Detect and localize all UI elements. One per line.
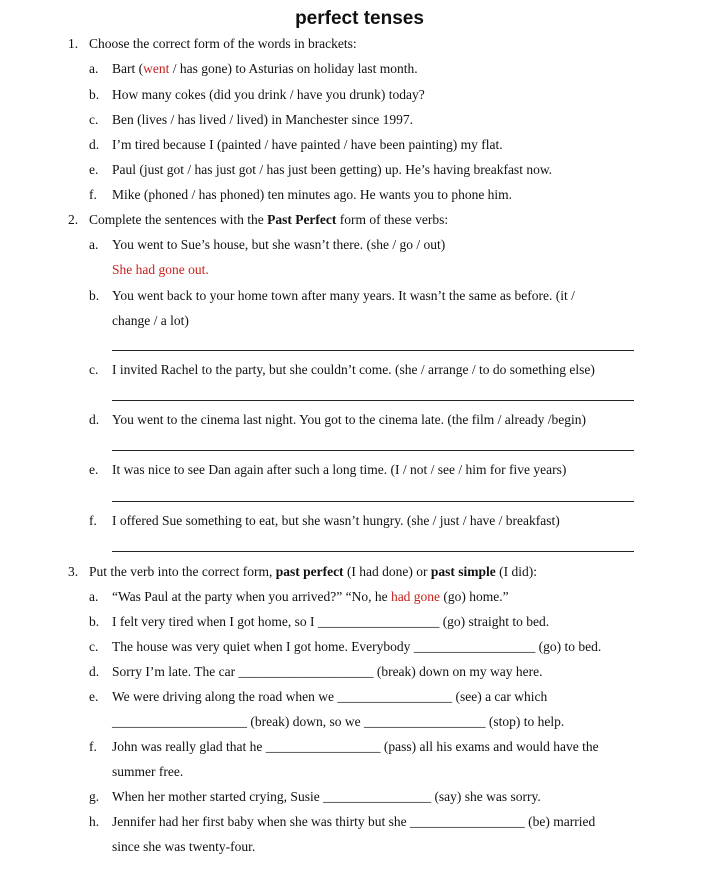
q3-h-text-continued: since she was twenty-four. bbox=[112, 839, 256, 854]
q2-f-text: I offered Sue something to eat, but she wasn’t hungry. (she / just / have / breakfast) bbox=[112, 513, 560, 528]
q1-b-letter: b. bbox=[89, 87, 100, 102]
q1-a-answer: went bbox=[143, 61, 170, 76]
q3-a-text: “Was Paul at the party when you arrived?” “No, he had gone (go) home.” bbox=[112, 589, 509, 604]
q2-c-text: I invited Rachel to the party, but she couldn’t come. (she / arrange / to do something else) bbox=[112, 362, 595, 377]
q2-c-answer-line[interactable] bbox=[112, 400, 634, 401]
q3-b-text: I felt very tired when I got home, so I __________________ (go) straight to bed. bbox=[112, 614, 550, 629]
q1-b-text: How many cokes (did you drink / have you drunk) today? bbox=[112, 87, 425, 102]
q3-h-text: Jennifer had her first baby when she was thirty but she _________________ (be) married bbox=[112, 814, 596, 829]
q3-g-text: When her mother started crying, Susie ________________ (say) she was sorry. bbox=[112, 789, 541, 804]
q1-number: 1. bbox=[68, 36, 79, 51]
q1-e-letter: e. bbox=[89, 162, 99, 177]
q2-b-answer-line[interactable] bbox=[112, 350, 634, 351]
q2-f-letter: f. bbox=[89, 513, 97, 528]
q3-c-text: The house was very quiet when I got home. Everybody __________________ (go) to bed. bbox=[112, 639, 602, 654]
q2-a-letter: a. bbox=[89, 237, 99, 252]
q3-e-letter: e. bbox=[89, 689, 99, 704]
q3-instruction: Put the verb into the correct form, past perfect (I had done) or past simple (I did): bbox=[89, 564, 538, 579]
q3-a-answer: had gone bbox=[390, 589, 441, 604]
q1-c-letter: c. bbox=[89, 112, 99, 127]
q3-number: 3. bbox=[68, 564, 79, 579]
q3-g-letter: g. bbox=[89, 789, 100, 804]
q3-a-letter: a. bbox=[89, 589, 99, 604]
q2-d-letter: d. bbox=[89, 412, 100, 427]
q3-c-letter: c. bbox=[89, 639, 99, 654]
q1-instruction: Choose the correct form of the words in brackets: bbox=[89, 36, 357, 51]
q2-a-text: You went to Sue’s house, but she wasn’t there. (she / go / out) bbox=[112, 237, 446, 252]
page-title: perfect tenses bbox=[295, 8, 424, 29]
q3-f-letter: f. bbox=[89, 739, 97, 754]
q2-e-text: It was nice to see Dan again after such a long time. (I / not / see / him for five years) bbox=[112, 462, 567, 477]
q3-d-letter: d. bbox=[89, 664, 100, 679]
q2-d-answer-line[interactable] bbox=[112, 450, 634, 451]
q3-f-text: John was really glad that he _________________ (pass) all his exams and would have the bbox=[112, 739, 599, 754]
q2-a-answer: She had gone out. bbox=[112, 262, 209, 277]
q1-d-letter: d. bbox=[89, 137, 100, 152]
q1-a-text: Bart (went / has gone) to Asturias on holiday last month. bbox=[112, 61, 418, 76]
q2-b-letter: b. bbox=[89, 288, 100, 303]
q3-d-text: Sorry I’m late. The car ____________________ (break) down on my way here. bbox=[112, 664, 543, 679]
q3-b-letter: b. bbox=[89, 614, 100, 629]
q2-instruction: Complete the sentences with the Past Perfect form of these verbs: bbox=[89, 212, 449, 227]
q2-b-text: You went back to your home town after many years. It wasn’t the same as before. (it / bbox=[112, 288, 575, 303]
q3-h-letter: h. bbox=[89, 814, 100, 829]
q1-a-letter: a. bbox=[89, 61, 99, 76]
q2-c-letter: c. bbox=[89, 362, 99, 377]
q3-f-text-continued: summer free. bbox=[112, 764, 184, 779]
q2-b-text-continued: change / a lot) bbox=[112, 313, 189, 328]
q3-e-text: We were driving along the road when we _________________ (see) a car which bbox=[112, 689, 548, 704]
q2-number: 2. bbox=[68, 212, 79, 227]
q1-f-letter: f. bbox=[89, 187, 97, 202]
q2-e-letter: e. bbox=[89, 462, 99, 477]
q1-d-text: I’m tired because I (painted / have painted / have been painting) my flat. bbox=[112, 137, 503, 152]
q2-d-text: You went to the cinema last night. You got to the cinema late. (the film / already /begin) bbox=[112, 412, 587, 427]
q1-e-text: Paul (just got / has just got / has just been getting) up. He’s having breakfast now. bbox=[112, 162, 553, 177]
q1-c-text: Ben (lives / has lived / lived) in Manchester since 1997. bbox=[112, 112, 414, 127]
q3-e-text-continued: ____________________ (break) down, so we __________________ (stop) to help. bbox=[112, 714, 565, 729]
q2-f-answer-line[interactable] bbox=[112, 551, 634, 552]
q1-f-text: Mike (phoned / has phoned) ten minutes ago. He wants you to phone him. bbox=[112, 187, 513, 202]
q2-e-answer-line[interactable] bbox=[112, 501, 634, 502]
